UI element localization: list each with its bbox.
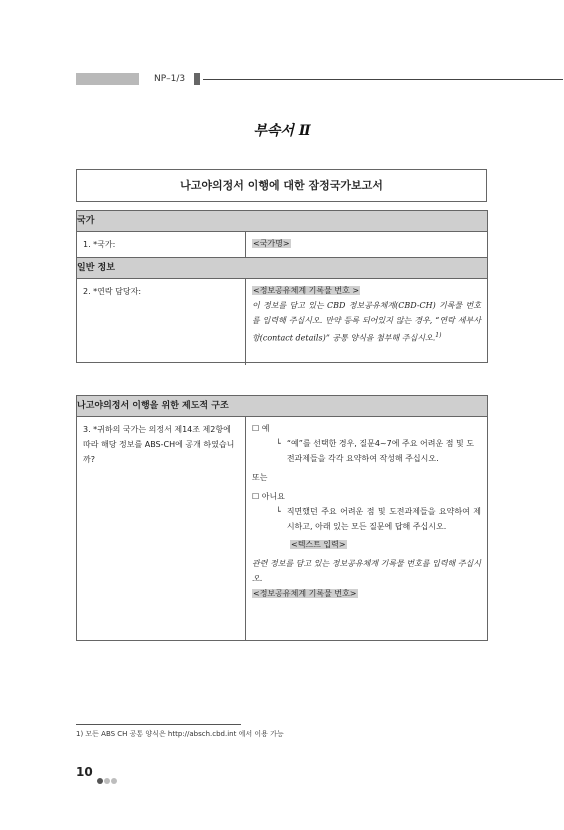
country-name-field[interactable]: <국가명>: [253, 239, 290, 248]
footnote-marker: 1): [435, 332, 442, 339]
dot-icon: [104, 778, 110, 784]
section-header-institutional: 나고야의정서 이행을 위한 제도적 구조: [77, 396, 487, 416]
or-text: 또는: [252, 473, 268, 482]
branch-icon: └: [276, 439, 281, 448]
header-gray-bar: [76, 73, 139, 85]
q1-label: 1. *국가:: [77, 232, 246, 257]
header-rule: [203, 79, 563, 80]
branch-icon: └: [276, 507, 281, 516]
checkbox-yes[interactable]: ☐: [252, 424, 260, 433]
footnote-rule: [76, 724, 241, 725]
header-marker: [194, 73, 200, 85]
record-number-field[interactable]: <정보공유체계 기록물 번호>: [253, 589, 357, 598]
country-info-table: [76, 210, 488, 363]
dot-icon: [111, 778, 117, 784]
q2-label: 2. *연락 담당자:: [77, 279, 246, 365]
section-header-country: 국가: [77, 211, 487, 231]
contact-record-field[interactable]: <정보공유체계 기록물 번호 >: [253, 286, 360, 295]
header-label: NP–1/3: [154, 74, 186, 84]
report-title: 나고야의정서 이행에 대한 잠정국가보고서: [180, 179, 383, 192]
q3-label: 3. *귀하의 국가는 의정서 제14조 제2항에 따라 해당 정보를 ABS-CH에 공개 하였습니까?: [77, 417, 246, 641]
footnote-text: 1) 모든 ABS CH 공통 양식은 http://absch.cbd.int 에서 이용 가능: [76, 730, 284, 738]
yes-instructions: “예”를 선택한 경우, 질문4~7에 주요 어려운 점 및 도전과제들을 각각 요약하여 작성해 주십시오.: [286, 439, 474, 463]
report-title-box: [76, 169, 487, 202]
contact-instructions: 이 정보를 담고 있는 CBD 정보공유체계(CBD-CH) 기록물 번호를 입력해 주십시오. 만약 등록 되어있지 않는 경우, “연락 세부사항(contact details)” 공통 양식을 첨부해 주십시오.$^{1)}$: [252, 301, 481, 343]
section-header-general: 일반 정보: [77, 257, 487, 278]
text-input-field[interactable]: <텍스트 입력>: [291, 540, 346, 549]
option-no[interactable]: ☐ 아니요: [252, 492, 285, 501]
record-instructions: 관련 정보를 담고 있는 정보공유체계 기록물 번호를 입력해 주십시오.: [252, 559, 481, 583]
no-instructions: 직면했던 주요 어려운 점 및 도전과제들을 요약하여 제시하고, 아래 있는 모든 질문에 답해 주십시오.: [286, 507, 481, 531]
table-row-q3: [77, 416, 487, 641]
dot-icon: [97, 778, 103, 784]
institutional-structure-table: [76, 395, 488, 641]
table-row-contact: [77, 278, 487, 365]
table-row-country: [77, 231, 487, 257]
option-yes[interactable]: ☐ 예: [252, 424, 270, 433]
page-dots-decoration: [97, 769, 118, 788]
page-title: 부속서 Ⅱ: [253, 123, 311, 139]
checkbox-no[interactable]: ☐: [252, 492, 260, 501]
page-number: 10: [76, 765, 93, 779]
